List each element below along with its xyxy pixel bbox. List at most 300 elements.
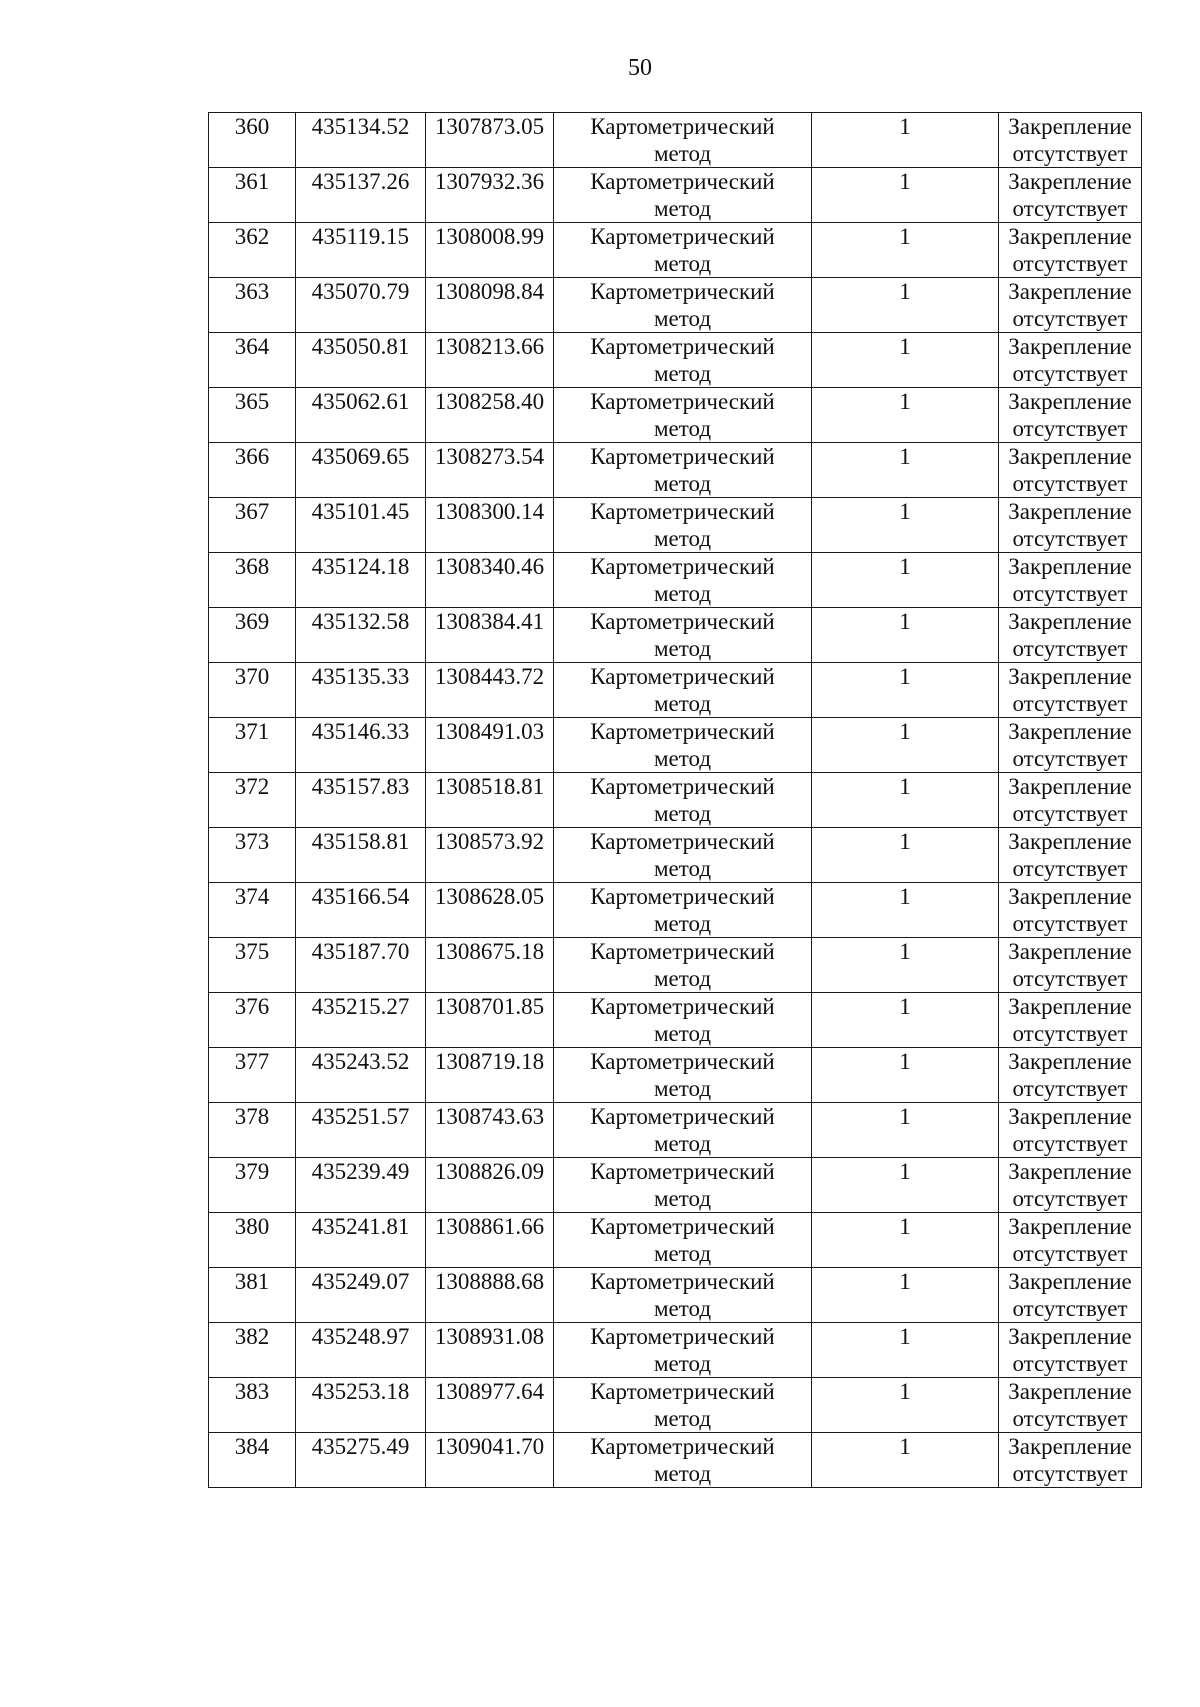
point-number-cell xyxy=(209,443,296,498)
point-number-cell-text: 379 xyxy=(234,1159,270,1184)
method-cell-text: метод xyxy=(653,966,712,991)
method-cell-text: Картометрический xyxy=(590,1379,775,1404)
coordinates-table-body xyxy=(209,113,1142,1488)
accuracy-cell-text: 1 xyxy=(899,664,911,689)
point-number-cell xyxy=(209,773,296,828)
y-coordinate-cell xyxy=(426,773,554,828)
x-coordinate-cell xyxy=(296,1323,426,1378)
method-cell-text: метод xyxy=(653,746,712,771)
method-cell-text: Картометрический xyxy=(590,609,775,634)
method-cell-text: метод xyxy=(653,306,712,331)
x-coordinate-cell xyxy=(296,828,426,883)
point-number-cell xyxy=(209,718,296,773)
accuracy-cell-text: 1 xyxy=(899,1159,911,1184)
table-row xyxy=(209,993,1142,1048)
accuracy-cell xyxy=(812,773,999,828)
fixation-cell xyxy=(999,938,1142,993)
fixation-cell-text: Закрепление xyxy=(1008,1379,1132,1404)
method-cell xyxy=(554,113,812,168)
method-cell xyxy=(554,388,812,443)
x-coordinate-cell xyxy=(296,278,426,333)
y-coordinate-cell xyxy=(426,883,554,938)
y-coordinate-cell-text: 1308743.63 xyxy=(434,1104,545,1129)
point-number-cell-text: 366 xyxy=(234,444,270,469)
fixation-cell-text: отсутствует xyxy=(1012,1076,1128,1101)
x-coordinate-cell-text: 435249.07 xyxy=(311,1269,410,1294)
method-cell-text: метод xyxy=(653,1021,712,1046)
method-cell-text: Картометрический xyxy=(590,389,775,414)
fixation-cell-text: Закрепление xyxy=(1008,1434,1132,1459)
fixation-cell-text: отсутствует xyxy=(1012,1186,1128,1211)
y-coordinate-cell xyxy=(426,993,554,1048)
table-row xyxy=(209,1103,1142,1158)
table-row xyxy=(209,113,1142,168)
accuracy-cell xyxy=(812,1213,999,1268)
method-cell xyxy=(554,498,812,553)
point-number-cell xyxy=(209,168,296,223)
x-coordinate-cell xyxy=(296,168,426,223)
point-number-cell-text: 364 xyxy=(234,334,270,359)
method-cell-text: метод xyxy=(653,1076,712,1101)
point-number-cell-text: 372 xyxy=(234,774,270,799)
x-coordinate-cell-text: 435050.81 xyxy=(311,334,410,359)
fixation-cell xyxy=(999,1103,1142,1158)
method-cell xyxy=(554,168,812,223)
point-number-cell xyxy=(209,1378,296,1433)
accuracy-cell-text: 1 xyxy=(899,554,911,579)
x-coordinate-cell xyxy=(296,1158,426,1213)
x-coordinate-cell xyxy=(296,773,426,828)
fixation-cell xyxy=(999,773,1142,828)
x-coordinate-cell xyxy=(296,1433,426,1488)
fixation-cell-text: Закрепление xyxy=(1008,664,1132,689)
x-coordinate-cell-text: 435166.54 xyxy=(311,884,410,909)
fixation-cell-text: отсутствует xyxy=(1012,361,1128,386)
accuracy-cell-text: 1 xyxy=(899,224,911,249)
x-coordinate-cell xyxy=(296,993,426,1048)
fixation-cell xyxy=(999,1378,1142,1433)
fixation-cell xyxy=(999,388,1142,443)
method-cell-text: Картометрический xyxy=(590,1159,775,1184)
y-coordinate-cell-text: 1308573.92 xyxy=(434,829,545,854)
method-cell-text: Картометрический xyxy=(590,169,775,194)
method-cell-text: Картометрический xyxy=(590,1434,775,1459)
fixation-cell xyxy=(999,1323,1142,1378)
x-coordinate-cell-text: 435157.83 xyxy=(311,774,410,799)
method-cell-text: Картометрический xyxy=(590,1104,775,1129)
point-number-cell xyxy=(209,1158,296,1213)
fixation-cell-text: отсутствует xyxy=(1012,801,1128,826)
accuracy-cell-text: 1 xyxy=(899,994,911,1019)
method-cell-text: Картометрический xyxy=(590,279,775,304)
table-row xyxy=(209,938,1142,993)
method-cell xyxy=(554,1323,812,1378)
method-cell-text: метод xyxy=(653,526,712,551)
x-coordinate-cell-text: 435158.81 xyxy=(311,829,410,854)
method-cell xyxy=(554,718,812,773)
table-row xyxy=(209,498,1142,553)
fixation-cell-text: отсутствует xyxy=(1012,141,1128,166)
method-cell xyxy=(554,443,812,498)
accuracy-cell-text: 1 xyxy=(899,169,911,194)
fixation-cell-text: Закрепление xyxy=(1008,1159,1132,1184)
fixation-cell-text: отсутствует xyxy=(1012,1406,1128,1431)
method-cell-text: Картометрический xyxy=(590,1214,775,1239)
fixation-cell-text: Закрепление xyxy=(1008,444,1132,469)
method-cell xyxy=(554,1103,812,1158)
fixation-cell xyxy=(999,993,1142,1048)
y-coordinate-cell-text: 1308719.18 xyxy=(434,1049,545,1074)
x-coordinate-cell xyxy=(296,1268,426,1323)
method-cell xyxy=(554,773,812,828)
y-coordinate-cell-text: 1308931.08 xyxy=(434,1324,545,1349)
y-coordinate-cell xyxy=(426,1433,554,1488)
x-coordinate-cell-text: 435187.70 xyxy=(311,939,410,964)
fixation-cell-text: отсутствует xyxy=(1012,581,1128,606)
table-row xyxy=(209,773,1142,828)
x-coordinate-cell xyxy=(296,113,426,168)
accuracy-cell xyxy=(812,938,999,993)
accuracy-cell xyxy=(812,168,999,223)
accuracy-cell-text: 1 xyxy=(899,1324,911,1349)
y-coordinate-cell-text: 1308888.68 xyxy=(434,1269,545,1294)
method-cell-text: метод xyxy=(653,1351,712,1376)
fixation-cell-text: Закрепление xyxy=(1008,829,1132,854)
point-number-cell xyxy=(209,1323,296,1378)
fixation-cell-text: Закрепление xyxy=(1008,224,1132,249)
y-coordinate-cell-text: 1307932.36 xyxy=(434,169,545,194)
fixation-cell-text: Закрепление xyxy=(1008,774,1132,799)
point-number-cell-text: 373 xyxy=(234,829,270,854)
fixation-cell-text: Закрепление xyxy=(1008,499,1132,524)
fixation-cell xyxy=(999,553,1142,608)
method-cell-text: метод xyxy=(653,361,712,386)
point-number-cell xyxy=(209,663,296,718)
x-coordinate-cell-text: 435124.18 xyxy=(311,554,410,579)
point-number-cell-text: 384 xyxy=(234,1434,270,1459)
fixation-cell-text: отсутствует xyxy=(1012,306,1128,331)
fixation-cell-text: Закрепление xyxy=(1008,719,1132,744)
x-coordinate-cell xyxy=(296,608,426,663)
fixation-cell-text: Закрепление xyxy=(1008,334,1132,359)
accuracy-cell-text: 1 xyxy=(899,1434,911,1459)
fixation-cell-text: Закрепление xyxy=(1008,609,1132,634)
fixation-cell xyxy=(999,498,1142,553)
method-cell-text: Картометрический xyxy=(590,1324,775,1349)
point-number-cell-text: 365 xyxy=(234,389,270,414)
x-coordinate-cell xyxy=(296,1378,426,1433)
table-row xyxy=(209,1433,1142,1488)
point-number-cell-text: 371 xyxy=(234,719,270,744)
method-cell xyxy=(554,828,812,883)
y-coordinate-cell-text: 1308675.18 xyxy=(434,939,545,964)
point-number-cell xyxy=(209,1268,296,1323)
method-cell-text: Картометрический xyxy=(590,719,775,744)
method-cell xyxy=(554,1213,812,1268)
method-cell-text: Картометрический xyxy=(590,664,775,689)
method-cell-text: метод xyxy=(653,196,712,221)
point-number-cell-text: 363 xyxy=(234,279,270,304)
x-coordinate-cell-text: 435253.18 xyxy=(311,1379,410,1404)
fixation-cell xyxy=(999,223,1142,278)
accuracy-cell-text: 1 xyxy=(899,1104,911,1129)
point-number-cell xyxy=(209,1213,296,1268)
x-coordinate-cell xyxy=(296,938,426,993)
y-coordinate-cell xyxy=(426,1378,554,1433)
x-coordinate-cell-text: 435132.58 xyxy=(311,609,410,634)
y-coordinate-cell-text: 1308977.64 xyxy=(434,1379,545,1404)
y-coordinate-cell xyxy=(426,1323,554,1378)
table-row xyxy=(209,608,1142,663)
x-coordinate-cell xyxy=(296,1103,426,1158)
point-number-cell xyxy=(209,828,296,883)
point-number-cell xyxy=(209,938,296,993)
y-coordinate-cell-text: 1308300.14 xyxy=(434,499,545,524)
accuracy-cell xyxy=(812,443,999,498)
method-cell-text: метод xyxy=(653,141,712,166)
accuracy-cell-text: 1 xyxy=(899,334,911,359)
method-cell-text: метод xyxy=(653,416,712,441)
table-row xyxy=(209,1323,1142,1378)
table-row xyxy=(209,1213,1142,1268)
fixation-cell xyxy=(999,718,1142,773)
accuracy-cell xyxy=(812,1103,999,1158)
table-row xyxy=(209,333,1142,388)
method-cell-text: Картометрический xyxy=(590,1269,775,1294)
x-coordinate-cell-text: 435119.15 xyxy=(312,224,409,249)
y-coordinate-cell-text: 1308443.72 xyxy=(434,664,545,689)
fixation-cell-text: отсутствует xyxy=(1012,636,1128,661)
accuracy-cell-text: 1 xyxy=(899,114,911,139)
x-coordinate-cell-text: 435137.26 xyxy=(311,169,410,194)
fixation-cell-text: отсутствует xyxy=(1012,196,1128,221)
y-coordinate-cell-text: 1308628.05 xyxy=(434,884,545,909)
point-number-cell xyxy=(209,223,296,278)
accuracy-cell-text: 1 xyxy=(899,884,911,909)
accuracy-cell xyxy=(812,1378,999,1433)
y-coordinate-cell xyxy=(426,443,554,498)
fixation-cell-text: отсутствует xyxy=(1012,856,1128,881)
accuracy-cell xyxy=(812,718,999,773)
method-cell-text: метод xyxy=(653,1186,712,1211)
fixation-cell-text: Закрепление xyxy=(1008,994,1132,1019)
fixation-cell xyxy=(999,168,1142,223)
accuracy-cell xyxy=(812,993,999,1048)
y-coordinate-cell-text: 1308518.81 xyxy=(434,774,545,799)
accuracy-cell-text: 1 xyxy=(899,774,911,799)
y-coordinate-cell xyxy=(426,333,554,388)
point-number-cell-text: 376 xyxy=(234,994,270,1019)
accuracy-cell xyxy=(812,113,999,168)
accuracy-cell xyxy=(812,388,999,443)
y-coordinate-cell xyxy=(426,663,554,718)
table-row xyxy=(209,168,1142,223)
y-coordinate-cell-text: 1308826.09 xyxy=(434,1159,545,1184)
method-cell-text: Картометрический xyxy=(590,444,775,469)
y-coordinate-cell-text: 1308701.85 xyxy=(434,994,545,1019)
accuracy-cell xyxy=(812,223,999,278)
y-coordinate-cell-text: 1308213.66 xyxy=(434,334,545,359)
accuracy-cell-text: 1 xyxy=(899,939,911,964)
accuracy-cell xyxy=(812,278,999,333)
table-row xyxy=(209,1158,1142,1213)
method-cell-text: метод xyxy=(653,856,712,881)
x-coordinate-cell xyxy=(296,1048,426,1103)
fixation-cell xyxy=(999,1213,1142,1268)
x-coordinate-cell-text: 435070.79 xyxy=(311,279,410,304)
accuracy-cell-text: 1 xyxy=(899,389,911,414)
x-coordinate-cell-text: 435248.97 xyxy=(311,1324,410,1349)
table-row xyxy=(209,1048,1142,1103)
fixation-cell-text: Закрепление xyxy=(1008,279,1132,304)
y-coordinate-cell-text: 1307873.05 xyxy=(434,114,545,139)
method-cell xyxy=(554,1433,812,1488)
y-coordinate-cell xyxy=(426,608,554,663)
table-row xyxy=(209,718,1142,773)
point-number-cell xyxy=(209,113,296,168)
table-row xyxy=(209,443,1142,498)
fixation-cell-text: отсутствует xyxy=(1012,746,1128,771)
method-cell xyxy=(554,223,812,278)
method-cell-text: Картометрический xyxy=(590,499,775,524)
point-number-cell xyxy=(209,278,296,333)
method-cell-text: метод xyxy=(653,636,712,661)
method-cell xyxy=(554,1268,812,1323)
method-cell-text: Картометрический xyxy=(590,774,775,799)
table-row xyxy=(209,278,1142,333)
point-number-cell xyxy=(209,883,296,938)
point-number-cell xyxy=(209,1048,296,1103)
fixation-cell-text: Закрепление xyxy=(1008,114,1132,139)
point-number-cell xyxy=(209,993,296,1048)
x-coordinate-cell-text: 435062.61 xyxy=(311,389,410,414)
y-coordinate-cell xyxy=(426,938,554,993)
point-number-cell-text: 361 xyxy=(234,169,270,194)
x-coordinate-cell-text: 435251.57 xyxy=(311,1104,410,1129)
method-cell-text: Картометрический xyxy=(590,334,775,359)
method-cell-text: метод xyxy=(653,1406,712,1431)
x-coordinate-cell-text: 435243.52 xyxy=(311,1049,410,1074)
accuracy-cell-text: 1 xyxy=(899,279,911,304)
method-cell-text: метод xyxy=(653,1131,712,1156)
fixation-cell xyxy=(999,113,1142,168)
table-row xyxy=(209,1268,1142,1323)
method-cell-text: метод xyxy=(653,911,712,936)
accuracy-cell xyxy=(812,1323,999,1378)
accuracy-cell xyxy=(812,333,999,388)
point-number-cell-text: 382 xyxy=(234,1324,270,1349)
accuracy-cell xyxy=(812,1158,999,1213)
point-number-cell-text: 369 xyxy=(234,609,270,634)
y-coordinate-cell-text: 1308384.41 xyxy=(434,609,545,634)
fixation-cell xyxy=(999,883,1142,938)
method-cell-text: Картометрический xyxy=(590,114,775,139)
accuracy-cell-text: 1 xyxy=(899,1379,911,1404)
point-number-cell-text: 367 xyxy=(234,499,270,524)
x-coordinate-cell xyxy=(296,1213,426,1268)
accuracy-cell xyxy=(812,498,999,553)
fixation-cell-text: отсутствует xyxy=(1012,691,1128,716)
accuracy-cell-text: 1 xyxy=(899,499,911,524)
accuracy-cell-text: 1 xyxy=(899,609,911,634)
y-coordinate-cell xyxy=(426,718,554,773)
table-row xyxy=(209,553,1142,608)
accuracy-cell xyxy=(812,1048,999,1103)
method-cell-text: Картометрический xyxy=(590,829,775,854)
y-coordinate-cell xyxy=(426,168,554,223)
fixation-cell-text: отсутствует xyxy=(1012,966,1128,991)
point-number-cell xyxy=(209,498,296,553)
point-number-cell-text: 383 xyxy=(234,1379,270,1404)
table-row xyxy=(209,828,1142,883)
y-coordinate-cell xyxy=(426,1158,554,1213)
fixation-cell-text: отсутствует xyxy=(1012,1131,1128,1156)
method-cell xyxy=(554,938,812,993)
point-number-cell xyxy=(209,553,296,608)
point-number-cell-text: 374 xyxy=(234,884,270,909)
method-cell-text: метод xyxy=(653,801,712,826)
accuracy-cell xyxy=(812,1433,999,1488)
y-coordinate-cell xyxy=(426,388,554,443)
fixation-cell-text: отсутствует xyxy=(1012,1351,1128,1376)
page-number: 50 xyxy=(628,55,652,81)
point-number-cell-text: 362 xyxy=(234,224,270,249)
accuracy-cell-text: 1 xyxy=(899,1049,911,1074)
y-coordinate-cell-text: 1308098.84 xyxy=(434,279,545,304)
point-number-cell-text: 380 xyxy=(234,1214,270,1239)
fixation-cell-text: отсутствует xyxy=(1012,1296,1128,1321)
method-cell xyxy=(554,608,812,663)
accuracy-cell xyxy=(812,1268,999,1323)
fixation-cell-text: Закрепление xyxy=(1008,1269,1132,1294)
x-coordinate-cell-text: 435239.49 xyxy=(311,1159,410,1184)
method-cell-text: Картометрический xyxy=(590,554,775,579)
method-cell-text: метод xyxy=(653,1241,712,1266)
point-number-cell-text: 375 xyxy=(234,939,270,964)
point-number-cell xyxy=(209,608,296,663)
x-coordinate-cell-text: 435275.49 xyxy=(311,1434,410,1459)
method-cell-text: метод xyxy=(653,251,712,276)
fixation-cell xyxy=(999,333,1142,388)
accuracy-cell xyxy=(812,608,999,663)
fixation-cell-text: Закрепление xyxy=(1008,169,1132,194)
y-coordinate-cell xyxy=(426,278,554,333)
fixation-cell xyxy=(999,608,1142,663)
y-coordinate-cell-text: 1309041.70 xyxy=(434,1434,545,1459)
accuracy-cell xyxy=(812,828,999,883)
table-row xyxy=(209,223,1142,278)
method-cell xyxy=(554,333,812,388)
y-coordinate-cell-text: 1308273.54 xyxy=(434,444,545,469)
point-number-cell-text: 360 xyxy=(234,114,270,139)
x-coordinate-cell xyxy=(296,663,426,718)
point-number-cell xyxy=(209,1103,296,1158)
fixation-cell-text: Закрепление xyxy=(1008,1324,1132,1349)
fixation-cell xyxy=(999,443,1142,498)
x-coordinate-cell-text: 435241.81 xyxy=(311,1214,410,1239)
fixation-cell xyxy=(999,1048,1142,1103)
x-coordinate-cell-text: 435146.33 xyxy=(311,719,410,744)
y-coordinate-cell xyxy=(426,1048,554,1103)
fixation-cell xyxy=(999,1433,1142,1488)
point-number-cell xyxy=(209,388,296,443)
accuracy-cell-text: 1 xyxy=(899,1269,911,1294)
table-row xyxy=(209,388,1142,443)
coordinates-table xyxy=(208,112,1142,1488)
point-number-cell-text: 377 xyxy=(234,1049,270,1074)
fixation-cell xyxy=(999,1158,1142,1213)
x-coordinate-cell-text: 435135.33 xyxy=(311,664,410,689)
